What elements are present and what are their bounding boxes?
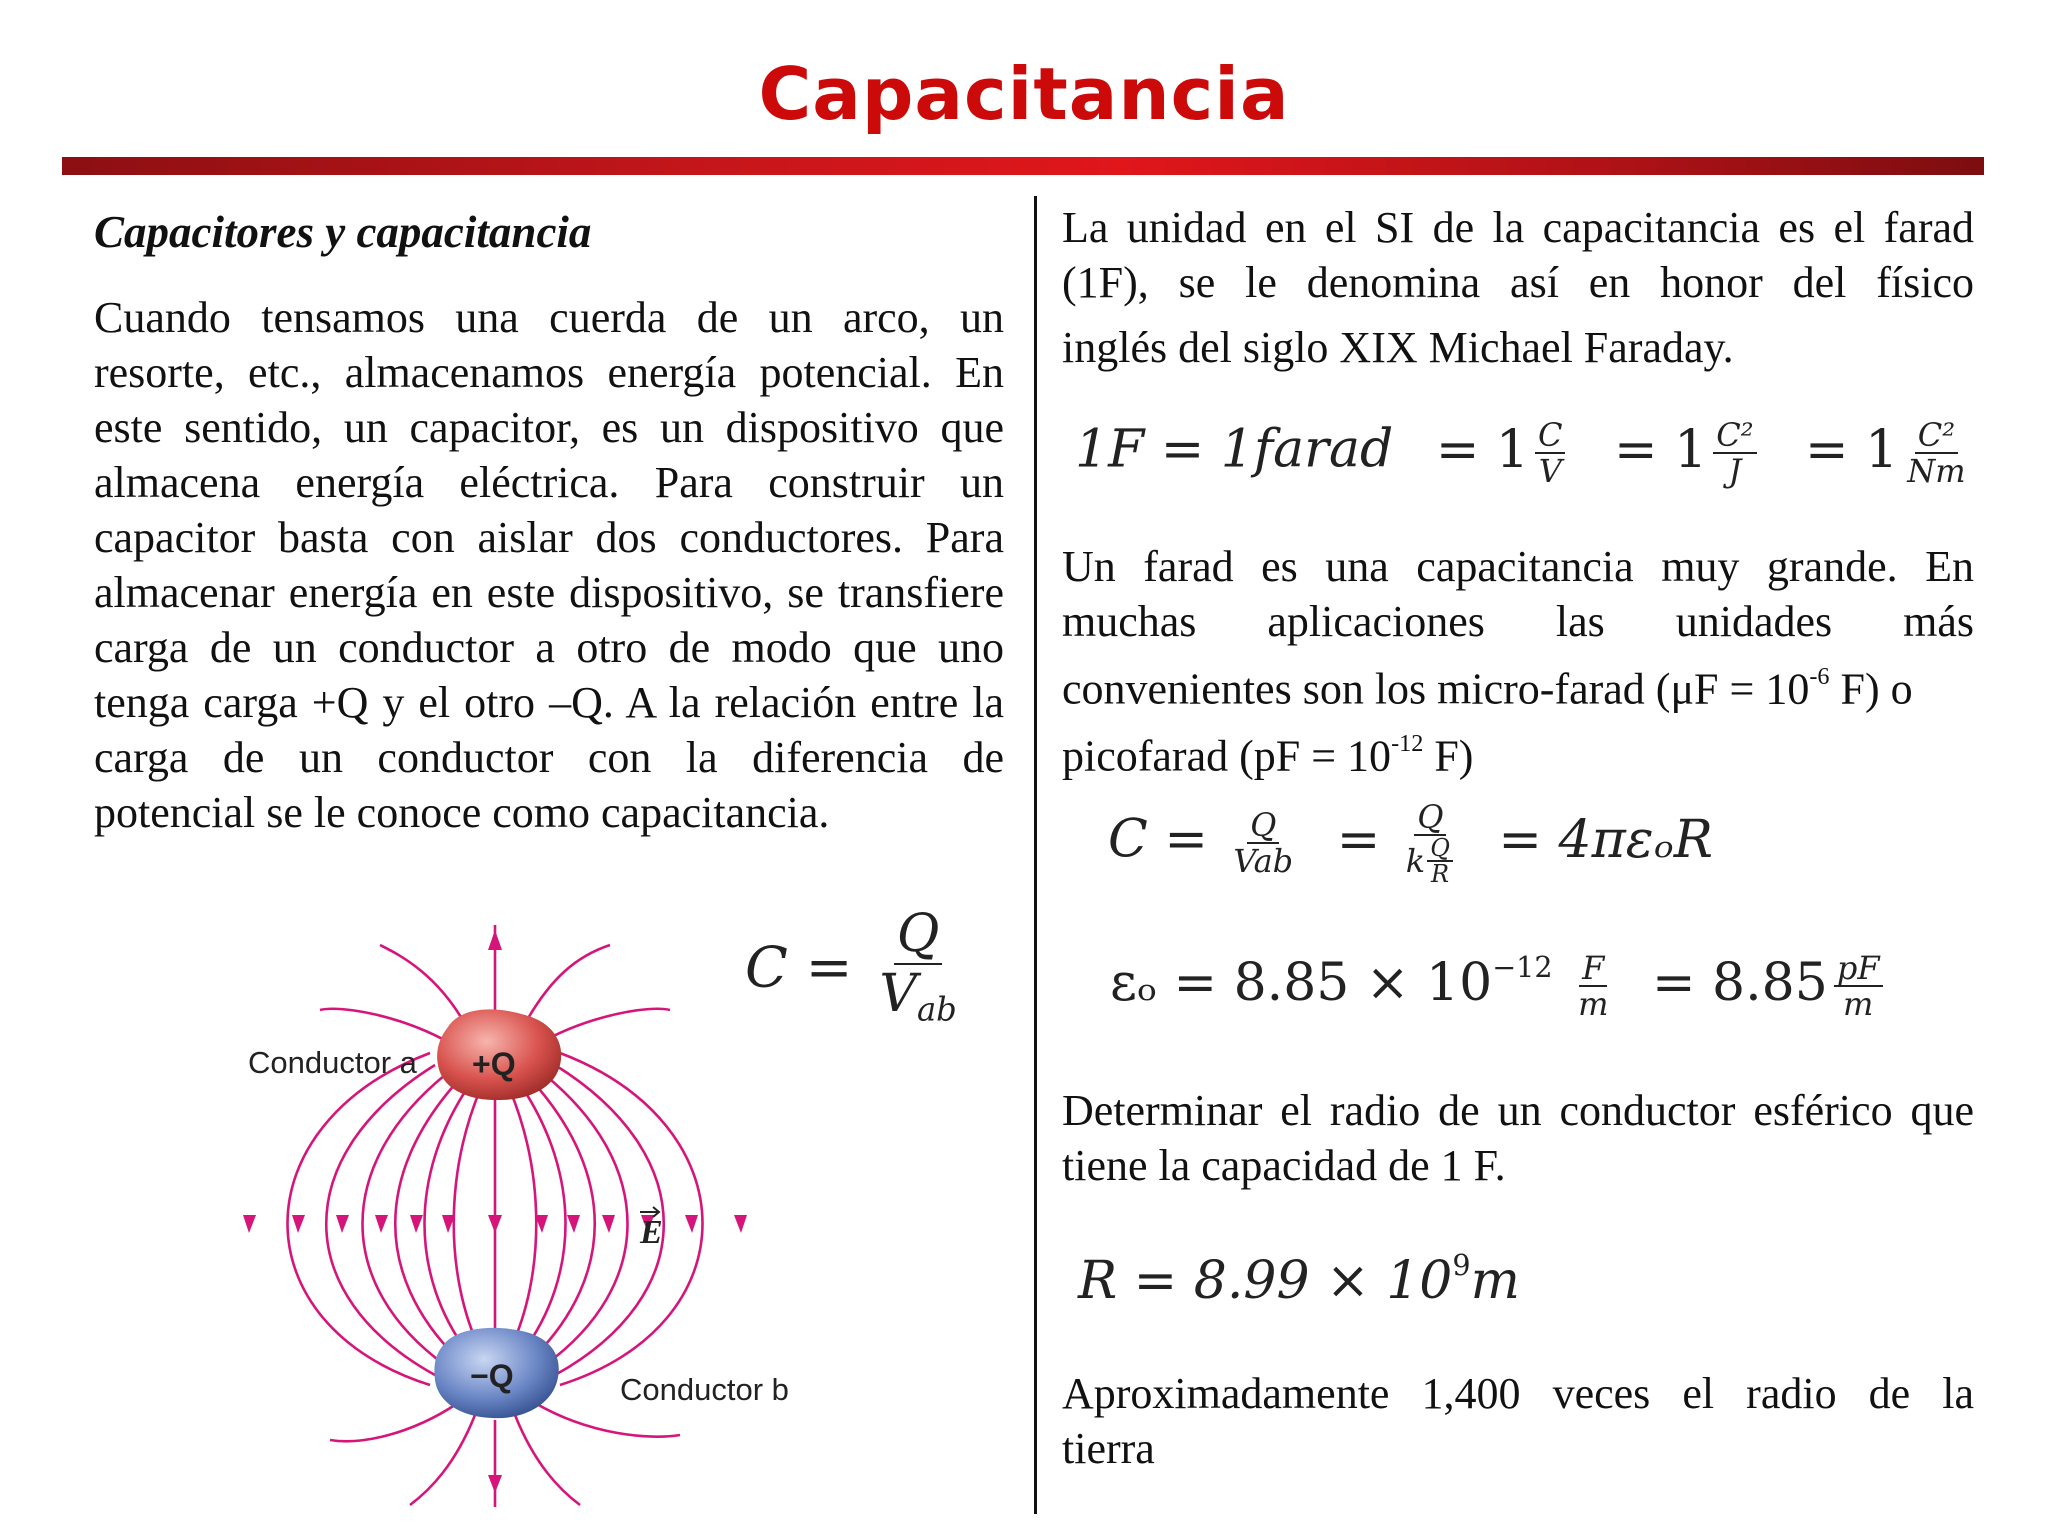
farad-size-line-4-text: picofarad (pF = 10 (1062, 731, 1392, 781)
electric-field-diagram (230, 915, 830, 1515)
cap-eq-equals: = (1336, 809, 1381, 870)
charge-pos-label: +Q (472, 1046, 516, 1082)
cap-frac-1-den: Vab (1233, 842, 1294, 880)
farad-size-paragraph (1062, 539, 1974, 784)
farad-frac-1-den: V (1538, 452, 1562, 490)
farad-eq-lhs: 1F = 1farad (1075, 419, 1394, 480)
intro-paragraph: Cuando tensamos una cuerda de un arco, un resorte, etc., almacenamos energía potencial. En este sentido, un capacitor, es un dispositivo que almacena energía eléctrica. Para construir un capacitor basta con aislar dos conductores. Para almacenar energía en este dispositivo, se transfiere carga de un conductor a otro de modo que uno tenga carga +Q y el otro –Q. A la relación entre la carga de un conductor con la diferencia de potencial se le conoce como capacitancia. (94, 293, 1004, 837)
si-unit-line-2: (1F), se le denomina así en honor del físico (1062, 258, 1974, 307)
eps-frac-1 (1575, 949, 1611, 1024)
cap-frac-2 (1403, 800, 1458, 886)
pico-exponent: -12 (1391, 730, 1424, 758)
question-line-1: Determinar el radio de un conductor esférico que (1062, 1086, 1974, 1135)
si-unit-line-3: inglés del siglo XIX Michael Faraday. (1062, 323, 1734, 372)
farad-size-line-1: Un farad es una capacitancia muy grande. En (1062, 542, 1974, 591)
farad-size-line-4-end: F) (1423, 731, 1474, 781)
conclusion-paragraph (1062, 1366, 1974, 1476)
farad-size-line-2: muchas aplicaciones las unidades más (1062, 597, 1974, 646)
farad-eq-term3: = 1 (1805, 419, 1899, 480)
field-vector-label: E (640, 1214, 663, 1251)
farad-frac-1 (1535, 418, 1565, 488)
right-column (1062, 200, 1974, 375)
formula-equals: = (805, 935, 853, 1001)
formula-fraction (876, 905, 959, 1039)
eps-frac-2 (1834, 949, 1883, 1024)
formula-denominator: V (879, 964, 917, 1024)
farad-size-line-3-text: convenientes son los micro-farad (μF = 10 (1062, 664, 1810, 714)
question-line-2: tiene la capacidad de 1 F. (1062, 1141, 1506, 1190)
radius-result-equation (1078, 1248, 1520, 1311)
column-divider (1034, 196, 1037, 1514)
cap-frac-2-inner (1427, 836, 1453, 886)
farad-eq-term2: = 1 (1614, 419, 1708, 480)
eps-eq-lhs: εₒ = 8.85 × 10 (1110, 952, 1493, 1013)
conclusion-line-1: Aproximadamente 1,400 veces el radio de la (1062, 1369, 1974, 1418)
formula-denominator-sub: ab (916, 990, 957, 1029)
cap-frac-2-inner-num: Q (1427, 836, 1453, 862)
charge-neg-label: −Q (470, 1358, 514, 1394)
farad-frac-3-den: Nm (1907, 452, 1966, 490)
cap-eq-rhs: = 4πεₒR (1498, 809, 1713, 870)
farad-equation (1075, 418, 1975, 488)
farad-frac-2-num: C² (1713, 418, 1756, 454)
formula-lhs: C (745, 935, 788, 1001)
cap-eq-lhs: C = (1108, 809, 1208, 870)
permittivity-equation (1110, 949, 1889, 1024)
radius-eq-exponent: 9 (1452, 1248, 1471, 1282)
eps-frac-2-num: pF (1834, 951, 1883, 987)
farad-size-line-4 (1062, 716, 1974, 783)
cap-frac-2-num: Q (1414, 800, 1446, 836)
title-underline-bar (62, 157, 1984, 175)
eps-frac-1-num: F (1579, 951, 1607, 987)
slide-title: Capacitancia (758, 52, 1290, 136)
farad-eq-term1: = 1 (1435, 419, 1529, 480)
eps-eq-exponent: −12 (1492, 950, 1553, 984)
micro-exponent: -6 (1809, 663, 1830, 690)
farad-frac-2-den: J (1728, 452, 1742, 490)
formula-numerator: Q (894, 905, 943, 965)
farad-frac-2 (1713, 418, 1756, 488)
farad-frac-1-num: C (1535, 418, 1565, 454)
conclusion-line-2: tierra (1062, 1424, 1155, 1473)
cap-frac-1-num: Q (1247, 808, 1279, 844)
eps-eq-mid: = 8.85 (1651, 952, 1828, 1013)
sphere-capacitance-equation (1108, 800, 1713, 886)
si-unit-line-1: La unidad en el SI de la capacitancia es el farad (1062, 203, 1974, 252)
si-unit-paragraph (1062, 200, 1974, 375)
conductor-a-label: Conductor a (248, 1045, 417, 1080)
section-heading: Capacitores y capacitancia (94, 207, 592, 257)
left-column (94, 200, 1004, 840)
farad-frac-3-num: C² (1915, 418, 1958, 454)
radius-eq-unit: m (1470, 1250, 1520, 1311)
question-paragraph (1062, 1083, 1974, 1193)
cap-frac-2-k: k (1405, 842, 1426, 880)
radius-eq-lhs: R = 8.99 × 10 (1078, 1250, 1453, 1311)
cap-frac-1 (1230, 808, 1296, 878)
farad-frac-3 (1904, 418, 1968, 488)
farad-size-line-3-end: F) o (1829, 664, 1913, 714)
conductor-b-label: Conductor b (620, 1372, 789, 1407)
farad-size-line-3 (1062, 649, 1974, 716)
eps-frac-1-den: m (1578, 985, 1609, 1024)
cap-frac-2-inner-den: R (1430, 860, 1450, 888)
eps-frac-2-den: m (1843, 985, 1874, 1024)
